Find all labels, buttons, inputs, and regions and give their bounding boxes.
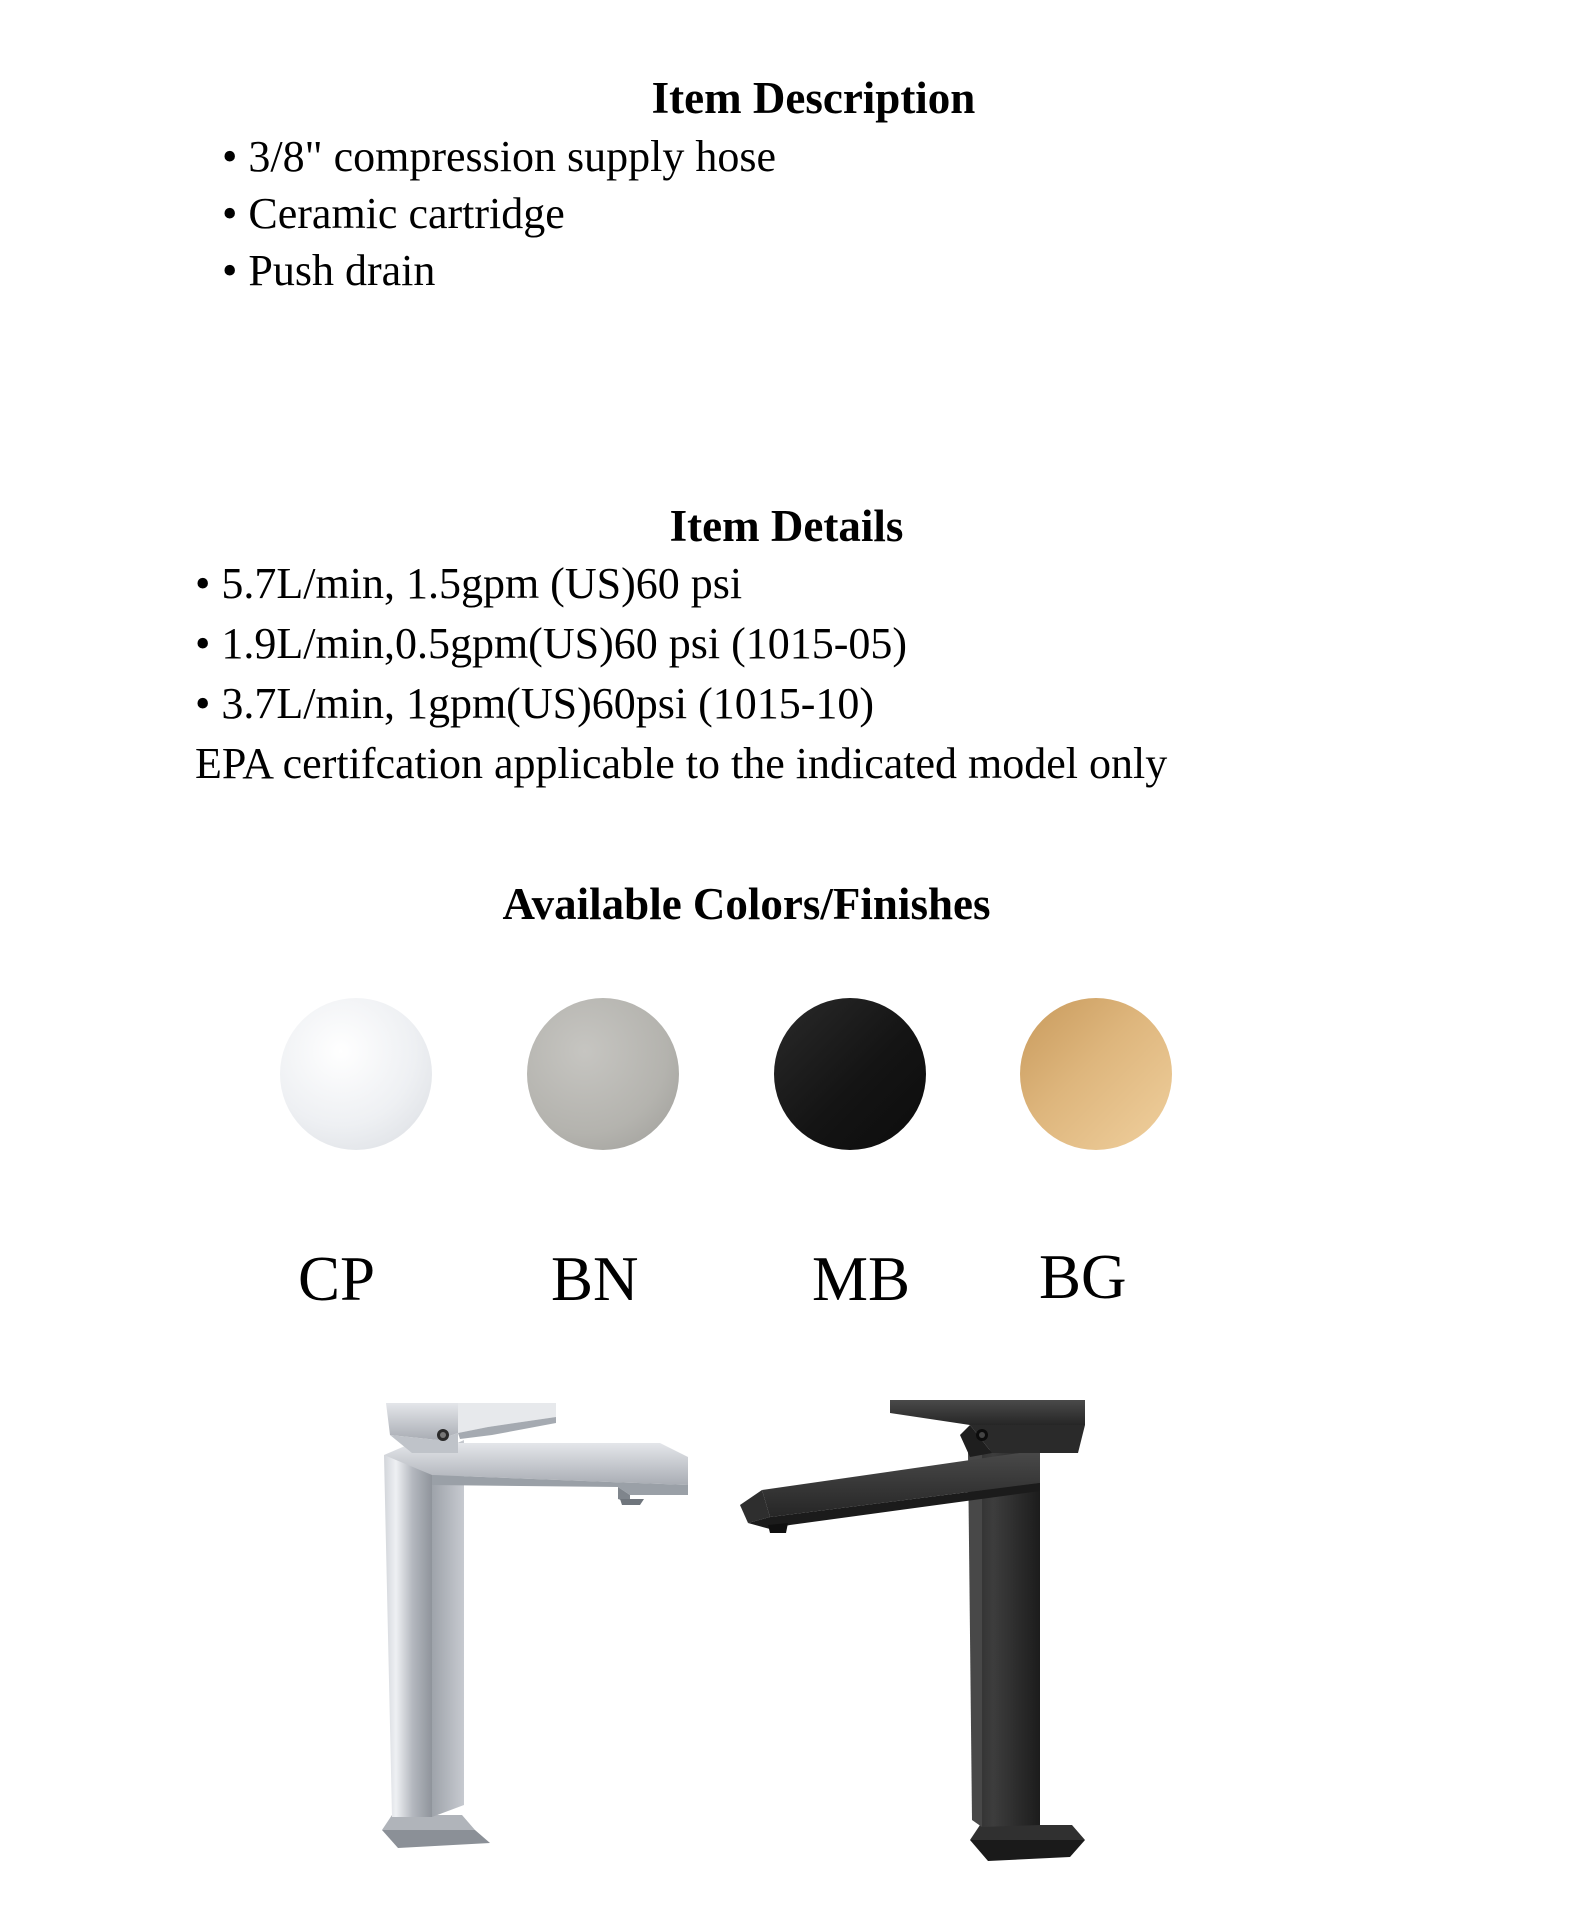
swatch-mb xyxy=(774,998,926,1150)
detail-item: • 5.7L/min, 1.5gpm (US)60 psi xyxy=(195,559,743,608)
description-item: • 3/8" compression supply hose xyxy=(222,132,776,181)
chrome-faucet-image xyxy=(370,1395,700,1865)
swatch-bg xyxy=(1020,998,1172,1150)
matte-black-faucet-image xyxy=(730,1395,1100,1880)
item-description-heading: Item Description xyxy=(651,73,976,123)
detail-item: • 3.7L/min, 1gpm(US)60psi (1015-10) xyxy=(195,679,875,728)
item-details-heading: Item Details xyxy=(669,501,904,551)
finish-code-bg: BG xyxy=(1039,1242,1127,1312)
description-item: • Push drain xyxy=(222,246,436,295)
finish-code-cp: CP xyxy=(298,1244,376,1314)
detail-item: • 1.9L/min,0.5gpm(US)60 psi (1015-05) xyxy=(195,619,908,668)
finish-code-mb: MB xyxy=(812,1244,911,1314)
swatch-bn xyxy=(527,998,679,1150)
finish-code-bn: BN xyxy=(551,1244,639,1314)
swatch-cp xyxy=(280,998,432,1150)
description-item: • Ceramic cartridge xyxy=(222,189,565,238)
finishes-heading: Available Colors/Finishes xyxy=(502,879,991,929)
epa-note: EPA certifcation applicable to the indicated model only xyxy=(195,739,1168,788)
